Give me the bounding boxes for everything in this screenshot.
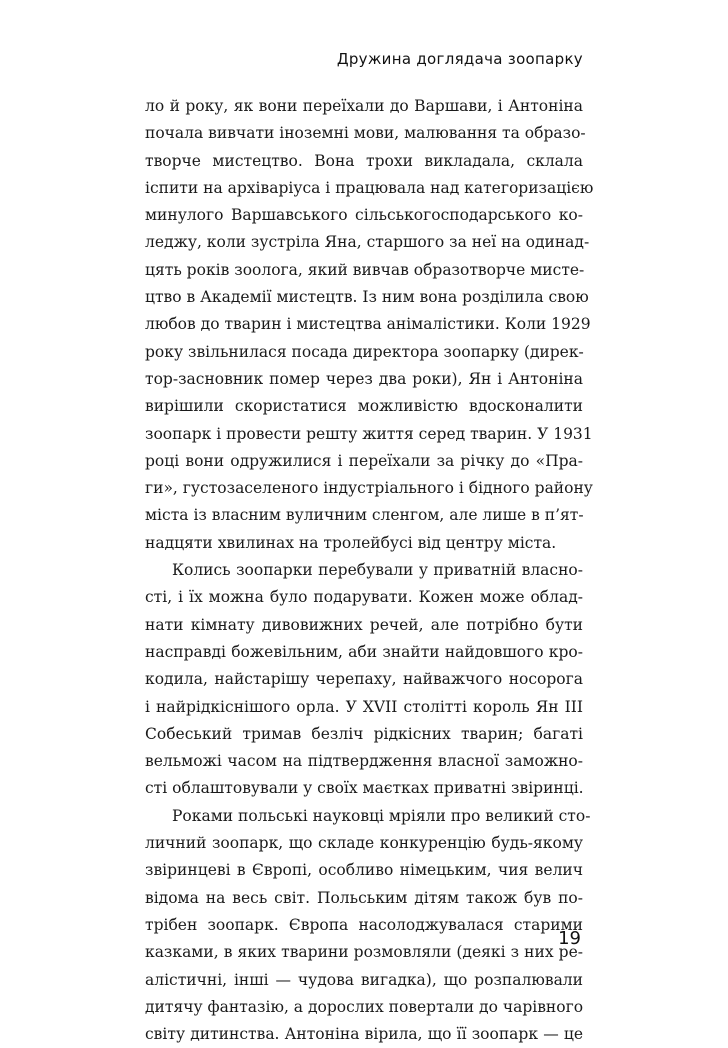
text-line: любов до тварин і мистецтва анімалістики. Коли 1929 bbox=[145, 315, 591, 334]
running-head: Дружина доглядача зоопарку bbox=[336, 50, 583, 68]
text-line: Колись зоопарки перебували у приватній власно- bbox=[172, 561, 583, 580]
text-line: міста із власним вуличним сленгом, але лише в п’ят- bbox=[145, 506, 584, 525]
text-line: сті облаштовували у своїх маєтках приватні звіринці. bbox=[145, 779, 584, 798]
page-number: 19 bbox=[558, 928, 581, 949]
text-line: світу дитинства. Антоніна вірила, що її зоопарк — це bbox=[145, 1025, 583, 1044]
text-line: вирішили скористатися можливістю вдосконалити bbox=[145, 397, 583, 416]
text-line: творче мистецтво. Вона трохи викладала, склала bbox=[145, 151, 583, 170]
text-line: минулого Варшавського сільськогосподарського ко- bbox=[145, 206, 583, 225]
text-line: і найрідкіснішого орла. У XVII столітті король Ян III bbox=[145, 697, 583, 716]
text-line: звіринцеві в Європі, особливо німецьким, чия велич bbox=[145, 861, 583, 880]
text-line: ло й року, як вони переїхали до Варшави, і Антоніна bbox=[145, 97, 583, 115]
text-line: алістичні, інші — чудова вигадка), що розпалювали bbox=[145, 970, 583, 989]
text-line: іспити на архіваріуса і працювала над категоризацією bbox=[145, 178, 594, 197]
text-line: личний зоопарк, що складе конкуренцію будь-якому bbox=[145, 834, 583, 853]
text-line: нати кімнату дивовижних речей, але потрібно бути bbox=[145, 615, 583, 634]
text-line: тор-засновник помер через два роки), Ян і Антоніна bbox=[145, 369, 583, 388]
text-line: році вони одружилися і переїхали за річку до «Пра- bbox=[145, 451, 583, 470]
text-line: кодила, найстарішу черепаху, найважчого носорога bbox=[145, 670, 583, 689]
text-line: надцяти хвилинах на тролейбусі від центру міста. bbox=[145, 533, 557, 552]
text-line: Роками польські науковці мріяли про великий сто- bbox=[172, 806, 591, 825]
text-line: Собеський тримав безліч рідкісних тварин; багаті bbox=[145, 724, 583, 743]
text-line: ги», густозаселеного індустріального і бідного району bbox=[145, 479, 593, 498]
text-line: цтво в Академії мистецтв. Із ним вона розділила свою bbox=[145, 288, 589, 307]
text-line: казками, в яких тварини розмовляли (деякі з них ре- bbox=[145, 943, 583, 962]
text-line: почала вивчати іноземні мови, малювання та образо- bbox=[145, 124, 586, 143]
text-line: відома на весь світ. Польським дітям також був по- bbox=[145, 888, 583, 907]
text-line: насправді божевільним, аби знайти найдовшого кро- bbox=[145, 642, 583, 661]
text-line: трібен зоопарк. Європа насолоджувалася старими bbox=[145, 915, 583, 934]
text-line: зоопарк і провести решту життя серед тварин. У 1931 bbox=[145, 424, 593, 443]
body-text bbox=[145, 93, 594, 1048]
text-line: вельможі часом на підтвердження власної заможно- bbox=[145, 752, 583, 771]
text-line: леджу, коли зустріла Яна, старшого за неї на одинад- bbox=[145, 233, 590, 252]
text-line: цять років зоолога, який вивчав образотворче мисте- bbox=[145, 260, 585, 279]
text-line: року звільнилася посада директора зоопарку (дирек- bbox=[145, 342, 584, 361]
text-line: сті, і їх можна було подарувати. Кожен може облад- bbox=[145, 588, 583, 607]
text-line: дитячу фантазію, а дорослих повертали до чарівного bbox=[145, 997, 584, 1016]
